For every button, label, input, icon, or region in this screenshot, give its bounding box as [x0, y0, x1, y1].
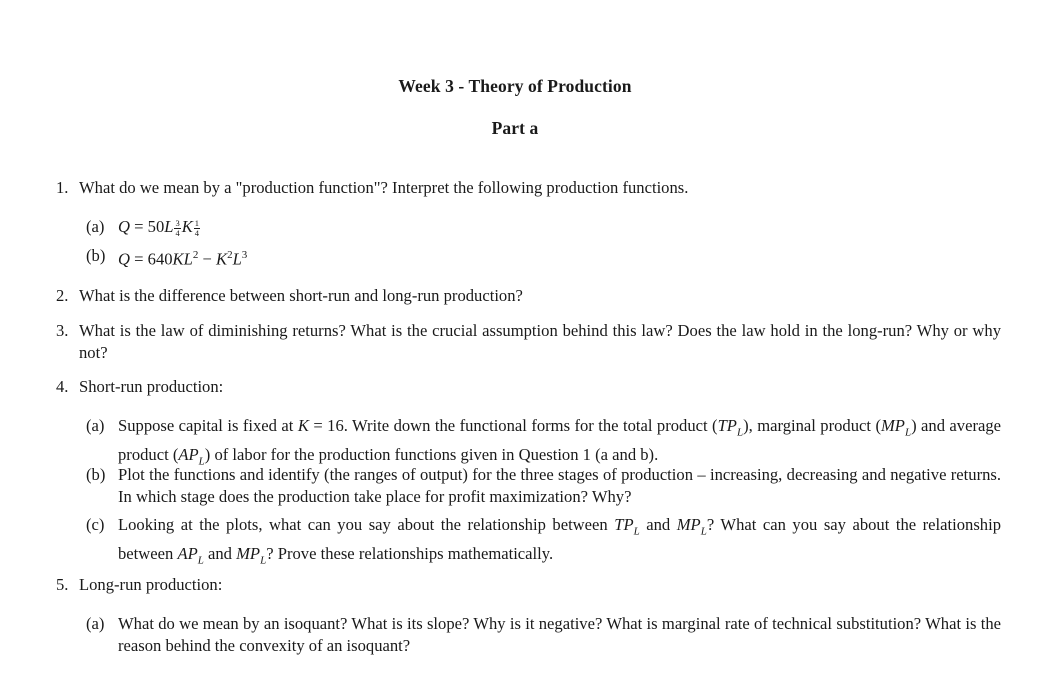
question-text: Looking at the plots, what can you say about the relationship between $TP_L$ and $MP_L$? What can you say about the relationship between $AP_L$ and $MP_L$? Prove these relationships mathematically.: [118, 515, 1001, 567]
question-text: What do we mean by a "production function"? Interpret the following production functions.: [79, 178, 689, 197]
section-subtitle: Part a: [491, 118, 539, 138]
question-1: [56, 177, 1001, 199]
question-number: 1.: [56, 178, 69, 197]
production-function-a: Q = 50L $\frac{3}{4}$ K $\frac{1}{4}$: [118, 217, 200, 238]
question-text: Long-run production:: [79, 575, 223, 594]
question-4c: [86, 514, 1001, 572]
question-text: What do we mean by an isoquant? What is its slope? Why is it negative? What is marginal rate of technical substitution? What is the reason behind the convexity of an isoquant?: [118, 614, 1001, 655]
question-4b: [86, 464, 1001, 507]
item-label: (a): [86, 416, 105, 435]
question-5: [56, 574, 1001, 596]
page-title: Week 3 - Theory of Production: [398, 76, 632, 96]
production-function-b: $Q = 640KL^2 - K^2L^3$: [118, 249, 248, 269]
question-text: Plot the functions and identify (the ranges of output) for the three stages of production – increasing, decreasing and negative returns. In which stage does the production take place for profit maximization? Why?: [118, 465, 1001, 506]
item-label: (b): [86, 465, 106, 484]
question-text: Suppose capital is fixed at K = 16. Write down the functional forms for the total product $(TP_L)$, marginal product $(MP_L)$ and average product $(AP_L)$ of labor for the production functions given in Question 1 (a and b).: [118, 416, 1002, 468]
question-number: 5.: [56, 575, 69, 594]
item-label: (b): [86, 246, 106, 265]
question-text: Short-run production:: [79, 377, 224, 396]
question-number: 3.: [56, 321, 69, 340]
question-1b: [86, 245, 1001, 270]
question-4: [56, 376, 1001, 398]
item-label: (c): [86, 515, 105, 534]
question-number: 4.: [56, 377, 69, 396]
question-number: 2.: [56, 286, 69, 305]
item-label: (a): [86, 217, 105, 236]
question-1a: [86, 216, 1001, 238]
question-text: What is the difference between short-run and long-run production?: [79, 286, 523, 305]
question-5a: [86, 613, 1001, 656]
question-2: [56, 285, 1001, 307]
question-text: What is the law of diminishing returns? What is the crucial assumption behind this law? Does the law hold in the long-run? Why or why not?: [79, 321, 1001, 362]
item-label: (a): [86, 614, 105, 633]
question-3: [56, 320, 1001, 363]
